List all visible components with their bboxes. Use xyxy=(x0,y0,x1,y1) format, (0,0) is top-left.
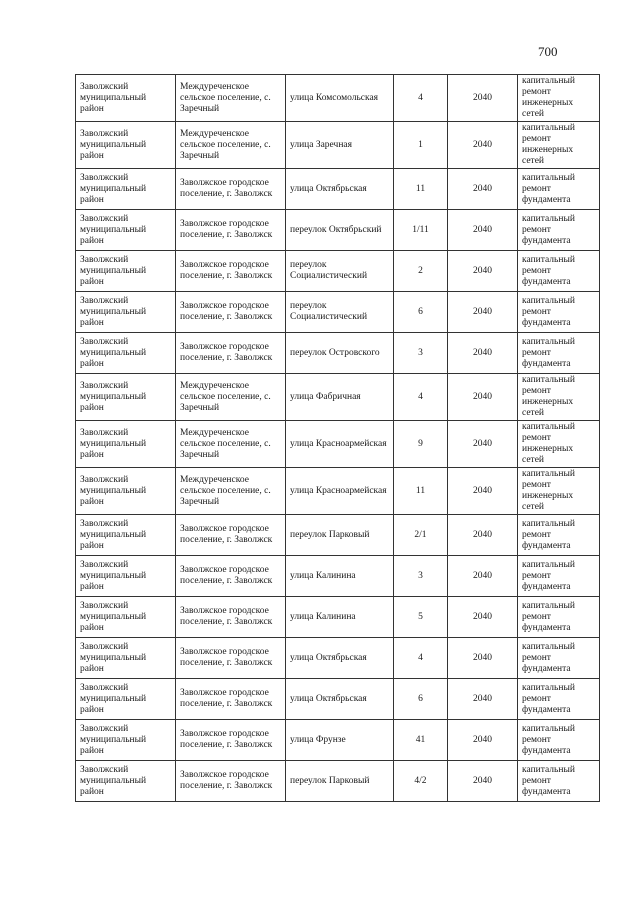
house-number-cell: 41 xyxy=(394,720,448,761)
work-type-cell: капитальный ремонт фундамента xyxy=(518,251,600,292)
year-cell: 2040 xyxy=(448,638,518,679)
work-type-cell: капитальный ремонт фундамента xyxy=(518,169,600,210)
district-cell: Заволжский муниципальный район xyxy=(76,75,176,122)
table-row xyxy=(76,122,600,169)
work-type-cell: капитальный ремонт фундамента xyxy=(518,333,600,374)
settlement-cell: Заволжское городское поселение, г. Заволжск xyxy=(176,333,286,374)
table-row xyxy=(76,210,600,251)
work-type-cell: капитальный ремонт фундамента xyxy=(518,210,600,251)
work-type-cell: капитальный ремонт фундамента xyxy=(518,292,600,333)
district-cell: Заволжский муниципальный район xyxy=(76,556,176,597)
house-number-cell: 3 xyxy=(394,556,448,597)
house-number-cell: 11 xyxy=(394,169,448,210)
district-cell: Заволжский муниципальный район xyxy=(76,122,176,169)
year-cell: 2040 xyxy=(448,210,518,251)
table-row xyxy=(76,720,600,761)
work-type-cell: капитальный ремонт фундамента xyxy=(518,679,600,720)
house-number-cell: 6 xyxy=(394,679,448,720)
district-cell: Заволжский муниципальный район xyxy=(76,333,176,374)
house-number-cell: 9 xyxy=(394,421,448,468)
work-type-cell: капитальный ремонт фундамента xyxy=(518,761,600,802)
work-type-cell: капитальный ремонт инженерных сетей xyxy=(518,75,600,122)
work-type-cell: капитальный ремонт инженерных сетей xyxy=(518,421,600,468)
street-cell: улица Комсомольская xyxy=(286,75,394,122)
settlement-cell: Заволжское городское поселение, г. Заволжск xyxy=(176,556,286,597)
house-number-cell: 4/2 xyxy=(394,761,448,802)
street-cell: переулок Островского xyxy=(286,333,394,374)
work-type-cell: капитальный ремонт инженерных сетей xyxy=(518,468,600,515)
street-cell: улица Калинина xyxy=(286,597,394,638)
district-cell: Заволжский муниципальный район xyxy=(76,169,176,210)
year-cell: 2040 xyxy=(448,169,518,210)
district-cell: Заволжский муниципальный район xyxy=(76,251,176,292)
district-cell: Заволжский муниципальный район xyxy=(76,292,176,333)
street-cell: улица Октябрьская xyxy=(286,679,394,720)
work-type-cell: капитальный ремонт фундамента xyxy=(518,597,600,638)
house-number-cell: 2/1 xyxy=(394,515,448,556)
year-cell: 2040 xyxy=(448,679,518,720)
work-type-cell: капитальный ремонт фундамента xyxy=(518,556,600,597)
work-type-cell: капитальный ремонт инженерных сетей xyxy=(518,122,600,169)
work-type-cell: капитальный ремонт фундамента xyxy=(518,720,600,761)
housing-repair-table xyxy=(75,74,600,802)
house-number-cell: 1/11 xyxy=(394,210,448,251)
street-cell: переулок Парковый xyxy=(286,515,394,556)
table-row xyxy=(76,374,600,421)
street-cell: переулок Социалистический xyxy=(286,292,394,333)
settlement-cell: Заволжское городское поселение, г. Заволжск xyxy=(176,638,286,679)
table-body xyxy=(76,75,600,802)
year-cell: 2040 xyxy=(448,292,518,333)
settlement-cell: Заволжское городское поселение, г. Заволжск xyxy=(176,597,286,638)
street-cell: улица Заречная xyxy=(286,122,394,169)
settlement-cell: Заволжское городское поселение, г. Заволжск xyxy=(176,251,286,292)
year-cell: 2040 xyxy=(448,720,518,761)
settlement-cell: Междуреченское сельское поселение, с. Заречный xyxy=(176,374,286,421)
year-cell: 2040 xyxy=(448,251,518,292)
district-cell: Заволжский муниципальный район xyxy=(76,638,176,679)
year-cell: 2040 xyxy=(448,75,518,122)
table-row xyxy=(76,515,600,556)
street-cell: переулок Парковый xyxy=(286,761,394,802)
table-row xyxy=(76,421,600,468)
district-cell: Заволжский муниципальный район xyxy=(76,515,176,556)
district-cell: Заволжский муниципальный район xyxy=(76,374,176,421)
street-cell: переулок Социалистический xyxy=(286,251,394,292)
district-cell: Заволжский муниципальный район xyxy=(76,210,176,251)
district-cell: Заволжский муниципальный район xyxy=(76,720,176,761)
year-cell: 2040 xyxy=(448,333,518,374)
table-row xyxy=(76,761,600,802)
table-row xyxy=(76,638,600,679)
house-number-cell: 6 xyxy=(394,292,448,333)
work-type-cell: капитальный ремонт инженерных сетей xyxy=(518,374,600,421)
street-cell: улица Фрунзе xyxy=(286,720,394,761)
table-row xyxy=(76,169,600,210)
street-cell: улица Красноармейская xyxy=(286,468,394,515)
work-type-cell: капитальный ремонт фундамента xyxy=(518,638,600,679)
page-number: 700 xyxy=(538,44,558,59)
table-row xyxy=(76,597,600,638)
settlement-cell: Междуреченское сельское поселение, с. Заречный xyxy=(176,122,286,169)
house-number-cell: 4 xyxy=(394,75,448,122)
settlement-cell: Междуреченское сельское поселение, с. Заречный xyxy=(176,468,286,515)
settlement-cell: Заволжское городское поселение, г. Заволжск xyxy=(176,169,286,210)
settlement-cell: Междуреченское сельское поселение, с. Заречный xyxy=(176,75,286,122)
year-cell: 2040 xyxy=(448,556,518,597)
street-cell: улица Фабричная xyxy=(286,374,394,421)
street-cell: улица Октябрьская xyxy=(286,169,394,210)
year-cell: 2040 xyxy=(448,468,518,515)
settlement-cell: Заволжское городское поселение, г. Заволжск xyxy=(176,292,286,333)
district-cell: Заволжский муниципальный район xyxy=(76,761,176,802)
year-cell: 2040 xyxy=(448,122,518,169)
work-type-cell: капитальный ремонт фундамента xyxy=(518,515,600,556)
year-cell: 2040 xyxy=(448,421,518,468)
house-number-cell: 11 xyxy=(394,468,448,515)
district-cell: Заволжский муниципальный район xyxy=(76,597,176,638)
house-number-cell: 1 xyxy=(394,122,448,169)
street-cell: улица Красноармейская xyxy=(286,421,394,468)
table-row xyxy=(76,333,600,374)
house-number-cell: 4 xyxy=(394,638,448,679)
table-row xyxy=(76,468,600,515)
table-row xyxy=(76,556,600,597)
street-cell: переулок Октябрьский xyxy=(286,210,394,251)
settlement-cell: Заволжское городское поселение, г. Заволжск xyxy=(176,720,286,761)
table-row xyxy=(76,679,600,720)
table-row xyxy=(76,251,600,292)
street-cell: улица Калинина xyxy=(286,556,394,597)
settlement-cell: Заволжское городское поселение, г. Заволжск xyxy=(176,515,286,556)
house-number-cell: 2 xyxy=(394,251,448,292)
table-row xyxy=(76,292,600,333)
house-number-cell: 5 xyxy=(394,597,448,638)
settlement-cell: Междуреченское сельское поселение, с. Заречный xyxy=(176,421,286,468)
settlement-cell: Заволжское городское поселение, г. Заволжск xyxy=(176,761,286,802)
year-cell: 2040 xyxy=(448,597,518,638)
year-cell: 2040 xyxy=(448,761,518,802)
year-cell: 2040 xyxy=(448,374,518,421)
district-cell: Заволжский муниципальный район xyxy=(76,421,176,468)
street-cell: улица Октябрьская xyxy=(286,638,394,679)
house-number-cell: 3 xyxy=(394,333,448,374)
district-cell: Заволжский муниципальный район xyxy=(76,468,176,515)
settlement-cell: Заволжское городское поселение, г. Заволжск xyxy=(176,210,286,251)
district-cell: Заволжский муниципальный район xyxy=(76,679,176,720)
house-number-cell: 4 xyxy=(394,374,448,421)
year-cell: 2040 xyxy=(448,515,518,556)
settlement-cell: Заволжское городское поселение, г. Заволжск xyxy=(176,679,286,720)
table-row xyxy=(76,75,600,122)
